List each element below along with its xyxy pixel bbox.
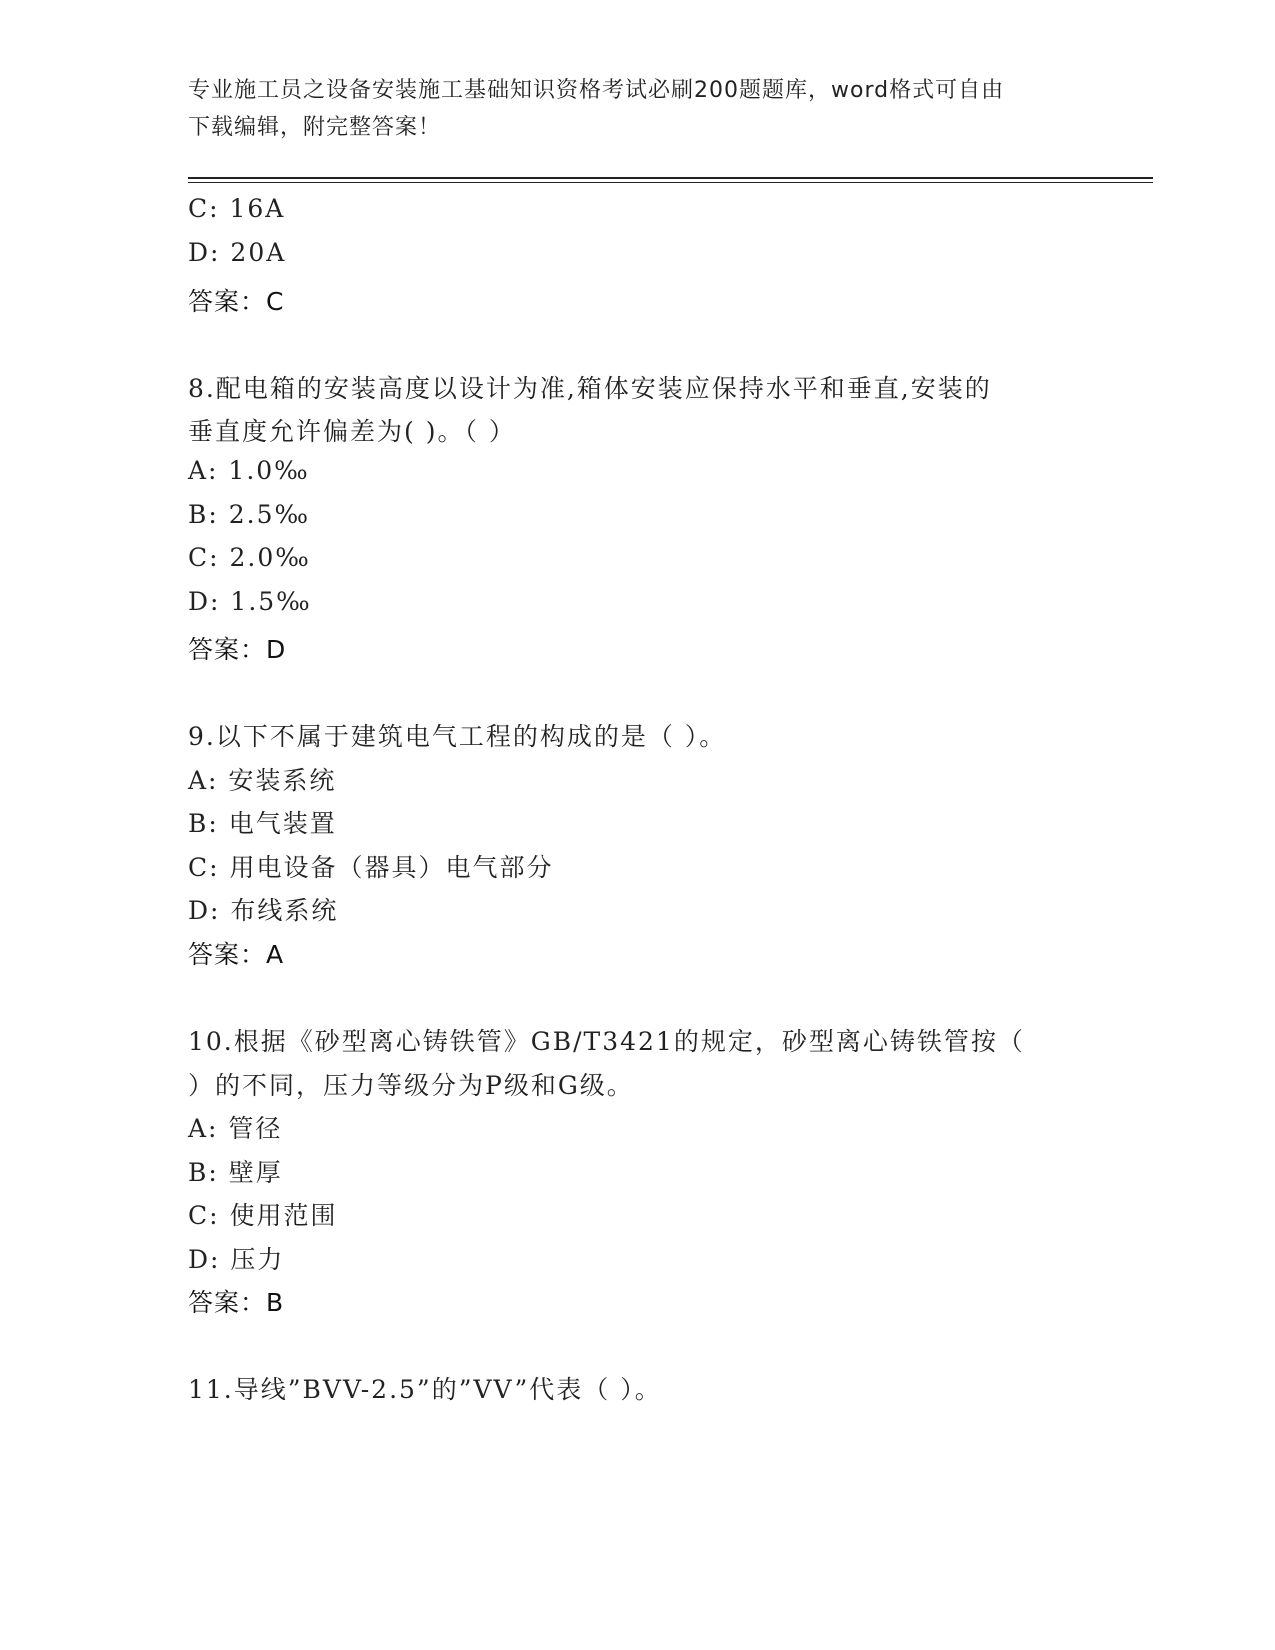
q8-option-c: C: 2.0‰ — [188, 543, 311, 572]
header-divider-thick — [188, 177, 1153, 179]
q7-option-c: C: 16A — [188, 194, 286, 223]
q10-option-a: A: 管径 — [188, 1114, 283, 1143]
q10-option-c: C: 使用范围 — [188, 1201, 338, 1230]
q9-option-d: D: 布线系统 — [188, 896, 339, 925]
q10-option-b: B: 壁厚 — [188, 1158, 283, 1187]
q10-answer: 答案：B — [188, 1288, 285, 1317]
q8-option-d: D: 1.5‰ — [188, 587, 312, 616]
q9-option-c: C: 用电设备（器具）电气部分 — [188, 853, 554, 882]
q10-stem-line-1: 10.根据《砂型离心铸铁管》GB/T3421的规定，砂型离心铸铁管按（ — [188, 1027, 1025, 1056]
q10-option-d: D: 压力 — [188, 1245, 285, 1274]
q9-option-b: B: 电气装置 — [188, 809, 337, 838]
q9-answer: 答案：A — [188, 940, 285, 969]
q8-option-a: A: 1.0‰ — [188, 456, 310, 485]
q9-option-a: A: 安装系统 — [188, 766, 337, 795]
q7-answer: 答案：C — [188, 287, 285, 316]
q9-stem-line-1: 9.以下不属于建筑电气工程的构成的是（ ）。 — [188, 722, 727, 751]
header-divider-thin — [188, 182, 1153, 183]
q8-stem-line-1: 8.配电箱的安装高度以设计为准,箱体安装应保持水平和垂直,安装的 — [188, 374, 992, 403]
page-header — [188, 72, 1068, 146]
q11-stem-line-1: 11.导线”BVV-2.5”的”VV”代表（ ）。 — [188, 1375, 662, 1404]
q8-option-b: B: 2.5‰ — [188, 500, 311, 529]
q7-option-d: D: 20A — [188, 238, 287, 267]
q10-stem-line-2: ）的不同，压力等级分为P级和G级。 — [188, 1071, 634, 1100]
header-title-line-1: 专业施工员之设备安装施工基础知识资格考试必刷200题题库，word格式可自由 — [188, 78, 1005, 103]
q8-stem-line-2: 垂直度允许偏差为( )。（ ） — [188, 417, 516, 446]
q8-answer: 答案：D — [188, 635, 287, 664]
header-title-line-2: 下载编辑，附完整答案！ — [188, 115, 442, 140]
